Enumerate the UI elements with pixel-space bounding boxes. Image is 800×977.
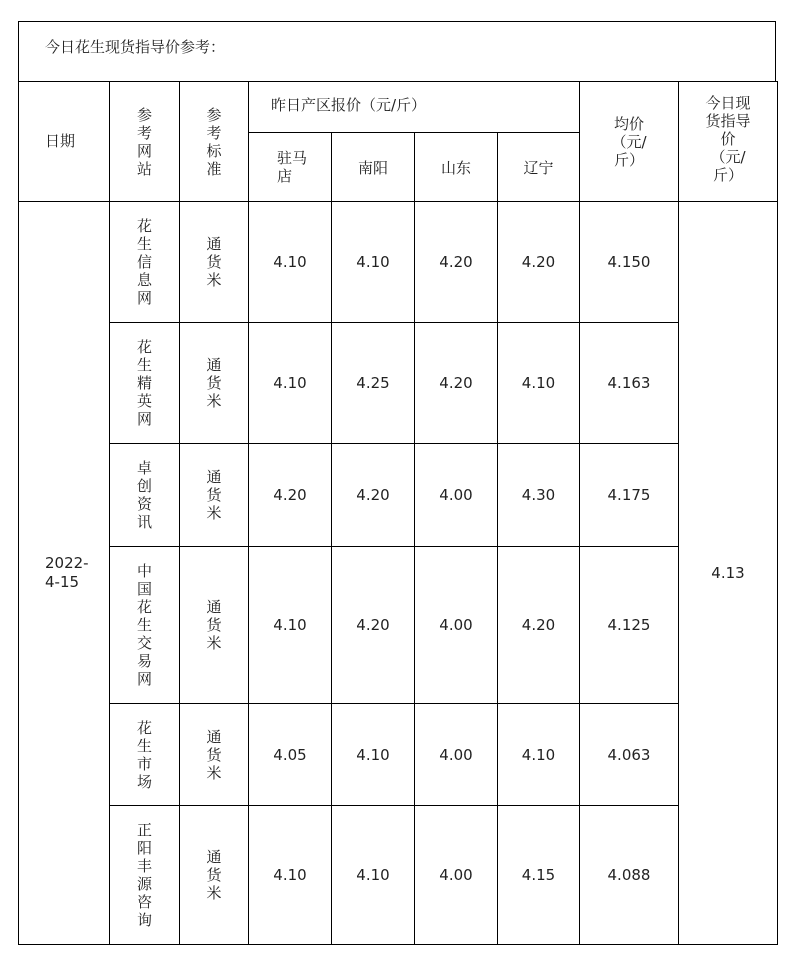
header-region-liaoning: 辽宁 — [498, 133, 580, 202]
price-zhumadian: 4.10 — [249, 202, 332, 323]
price-shandong: 4.00 — [415, 704, 498, 806]
header-site-text: 参考网站 — [137, 105, 153, 178]
site-cell: 正阳丰源咨询 — [110, 806, 180, 945]
avg-price: 4.125 — [580, 547, 679, 704]
table-row — [19, 202, 778, 323]
table-row — [19, 547, 778, 704]
header-standard-text: 参考标准 — [206, 105, 222, 178]
price-table — [18, 81, 778, 945]
price-liaoning: 4.20 — [498, 547, 580, 704]
date-cell — [19, 202, 110, 945]
standard-cell: 通货米 — [180, 547, 249, 704]
price-zhumadian: 4.05 — [249, 704, 332, 806]
price-liaoning: 4.10 — [498, 323, 580, 444]
site-cell: 卓创资讯 — [110, 444, 180, 547]
price-nanyang: 4.10 — [332, 202, 415, 323]
price-nanyang: 4.20 — [332, 444, 415, 547]
header-region-nanyang: 南阳 — [332, 133, 415, 202]
header-avg — [580, 82, 679, 202]
guide-price: 4.13 — [679, 202, 778, 945]
price-zhumadian: 4.10 — [249, 806, 332, 945]
header-price-group: 昨日产区报价（元/斤） — [249, 82, 580, 133]
table-row — [19, 323, 778, 444]
price-nanyang: 4.25 — [332, 323, 415, 444]
date-line-2: 4-15 — [45, 573, 80, 591]
header-region-shandong: 山东 — [415, 133, 498, 202]
price-zhumadian: 4.20 — [249, 444, 332, 547]
header-region-zhumadian: 驻马店 — [249, 133, 332, 202]
price-nanyang: 4.10 — [332, 806, 415, 945]
site-cell: 花生市场 — [110, 704, 180, 806]
header-standard — [180, 82, 249, 202]
table-row — [19, 444, 778, 547]
header-avg-text: 均价（元/斤） — [611, 114, 647, 169]
price-nanyang: 4.20 — [332, 547, 415, 704]
price-zhumadian: 4.10 — [249, 547, 332, 704]
standard-cell: 通货米 — [180, 323, 249, 444]
header-guide-text: 今日现货指导价（元/斤） — [705, 94, 751, 184]
site-cell: 中国花生交易网 — [110, 547, 180, 704]
price-liaoning: 4.20 — [498, 202, 580, 323]
price-liaoning: 4.15 — [498, 806, 580, 945]
site-cell: 花生精英网 — [110, 323, 180, 444]
price-liaoning: 4.30 — [498, 444, 580, 547]
price-liaoning: 4.10 — [498, 704, 580, 806]
standard-cell: 通货米 — [180, 202, 249, 323]
site-cell: 花生信息网 — [110, 202, 180, 323]
avg-price: 4.175 — [580, 444, 679, 547]
header-guide — [679, 82, 778, 202]
price-nanyang: 4.10 — [332, 704, 415, 806]
title-box — [18, 21, 776, 81]
standard-cell: 通货米 — [180, 704, 249, 806]
price-shandong: 4.00 — [415, 547, 498, 704]
header-site — [110, 82, 180, 202]
price-shandong: 4.20 — [415, 323, 498, 444]
avg-price: 4.163 — [580, 323, 679, 444]
price-zhumadian: 4.10 — [249, 323, 332, 444]
price-shandong: 4.00 — [415, 806, 498, 945]
price-shandong: 4.00 — [415, 444, 498, 547]
standard-cell: 通货米 — [180, 444, 249, 547]
avg-price: 4.063 — [580, 704, 679, 806]
avg-price: 4.150 — [580, 202, 679, 323]
table-row — [19, 806, 778, 945]
header-date: 日期 — [19, 82, 110, 202]
page-title: 今日花生现货指导价参考： — [45, 38, 226, 56]
standard-cell: 通货米 — [180, 806, 249, 945]
price-shandong: 4.20 — [415, 202, 498, 323]
date-line-1: 2022- — [45, 553, 89, 572]
table-row — [19, 704, 778, 806]
avg-price: 4.088 — [580, 806, 679, 945]
